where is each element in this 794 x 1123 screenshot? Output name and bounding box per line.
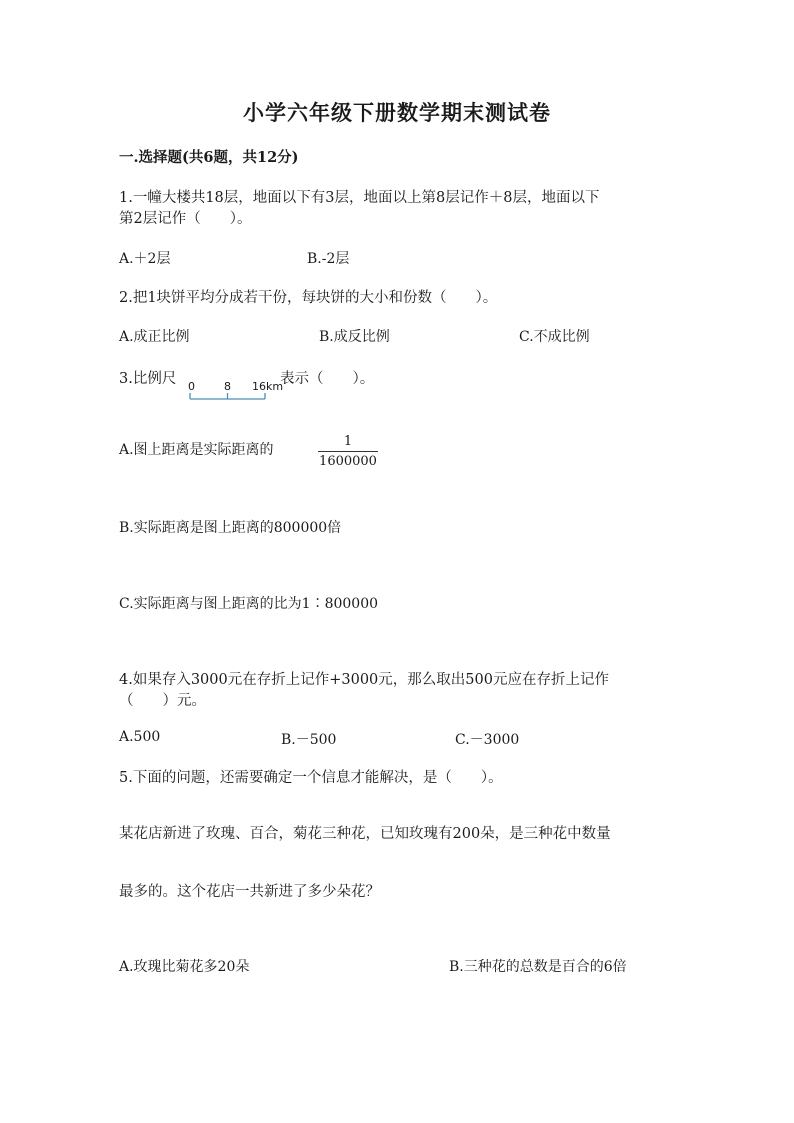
scale-label-8: 8 [224,380,231,393]
question-3-option-b: B.实际距离是图上距离的800000倍 [119,520,342,536]
question-1-option-b: B.-2层 [307,251,350,267]
question-2-option-c: C.不成比例 [519,329,590,345]
question-3-prefix: 3.比例尺 [119,371,177,387]
question-1-line-2: 第2层记作（ ）。 [119,211,252,227]
question-2-text: 2.把1块饼平均分成若干份，每块饼的大小和份数（ ）。 [119,290,498,306]
question-3-option-c: C.实际距离与图上距离的比为1∶800000 [119,596,379,612]
page-title: 小学六年级下册数学期末测试卷 [243,100,551,125]
question-1-option-a: A.＋2层 [119,251,171,267]
question-5-option-a: A.玫瑰比菊花多20朵 [119,959,250,975]
question-1-line-1: 1.一幢大楼共18层，地面以下有3层，地面以上第8层记作＋8层，地面以下 [119,190,600,206]
scale-label-0: 0 [188,380,195,393]
question-4-option-b: B.－500 [281,732,337,748]
question-4-line-1: 4.如果存入3000元在存折上记作+3000元，那么取出500元应在存折上记作 [119,672,609,688]
question-2-option-a: A.成正比例 [119,329,190,345]
fraction-numerator: 1 [343,434,353,449]
question-5-text: 5.下面的问题，还需要确定一个信息才能解决，是（ ）。 [119,770,503,786]
section-heading: 一.选择题(共6题，共12分) [119,149,299,166]
fraction-bar [318,451,378,452]
fraction [318,434,378,469]
fraction-denominator: 1600000 [319,454,377,469]
question-5-stem-line-1: 某花店新进了玫瑰、百合，菊花三种花，已知玫瑰有200朵，是三种花中数量 [119,826,611,842]
scale-bar-figure [186,380,284,402]
question-4-option-c: C.－3000 [455,732,520,748]
question-4-line-2: （ ）元。 [119,693,206,709]
question-2-option-b: B.成反比例 [319,329,390,345]
question-3-option-a: A.图上距离是实际距离的 [119,442,274,458]
question-5-option-b: B.三种花的总数是百合的6倍 [449,959,627,975]
question-3-suffix: 表示（ ）。 [280,371,375,387]
question-5-stem-line-2: 最多的。这个花店一共新进了多少朵花？ [119,884,380,900]
question-4-option-a: A.500 [119,729,161,745]
scale-label-16km: 16km [252,380,284,393]
